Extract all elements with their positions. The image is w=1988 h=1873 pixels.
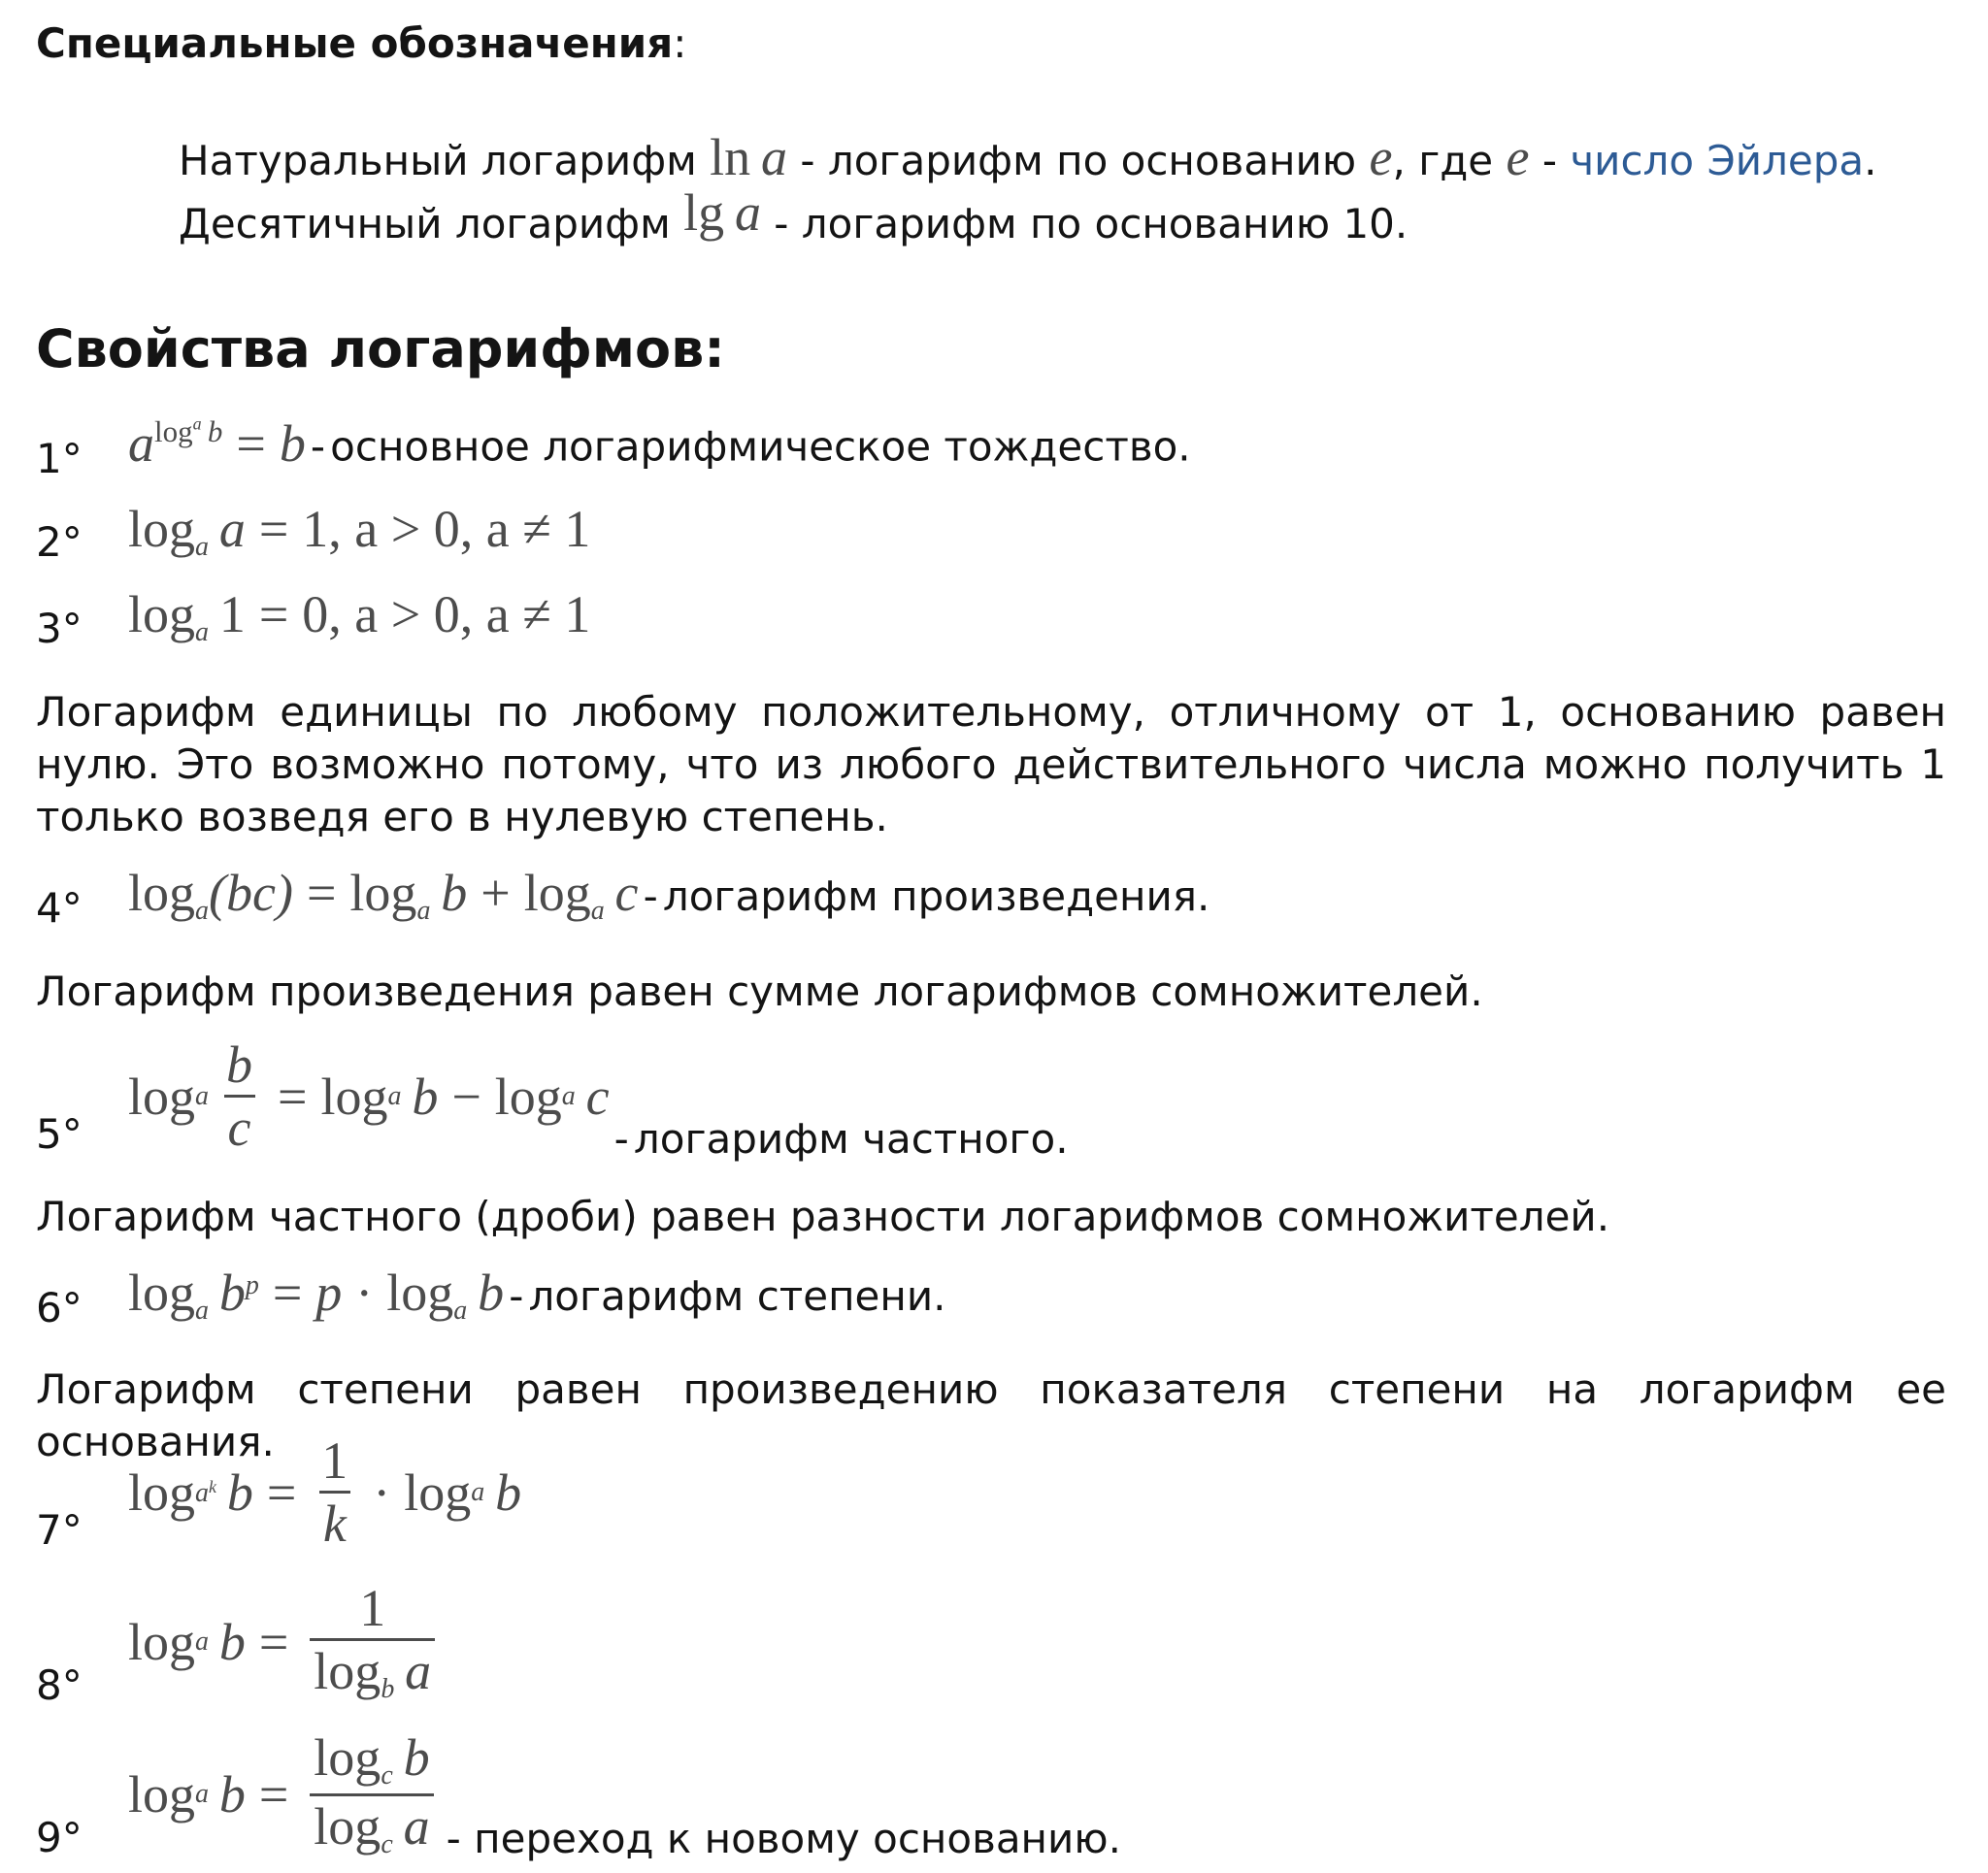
product-log-link[interactable]: логарифм произведения <box>662 872 1198 920</box>
ln-definition: Натуральный логарифм ln a - логарифм по основанию e, где e - число Эйлера. <box>179 128 1877 186</box>
paragraph-power: Логарифм степени равен произведению показателя степени на логарифм ее основания. <box>36 1365 1946 1465</box>
identity-link[interactable]: основное логарифмическое тождество <box>330 422 1178 471</box>
property-4: $\log_a(bc) = \log_a b + \log_a c$ - логарифм произведения. <box>128 864 1210 926</box>
special-title: Специальные обозначения: <box>36 19 687 67</box>
properties-heading: Свойства логарифмов: <box>36 318 725 379</box>
property-number: 8° <box>36 1661 83 1709</box>
property-number: 2° <box>36 518 83 566</box>
property-7: log $a^k$ b = $\frac{1}{k}$ · log a b <box>128 1431 522 1553</box>
power-log-link[interactable]: логарифм степени <box>528 1272 934 1320</box>
property-6: $\log_a b^p = p \cdot \log_a b$ - логарифм степени. <box>128 1264 946 1326</box>
ln-formula: ln a <box>710 128 787 186</box>
property-8: log a b = $\frac{1}{\log_b a}$ <box>128 1582 443 1703</box>
property-number: 7° <box>36 1506 83 1554</box>
property-5: log a $\frac{b}{c}$ = log a b − log a c - логарифм частного. <box>128 1035 1069 1163</box>
property-2: $\log_a a = 1$, a > 0, a ≠ 1 <box>128 500 591 562</box>
property-number: 3° <box>36 605 83 652</box>
property-number: 5° <box>36 1110 83 1158</box>
property-1: $a^{log^a b} = b$ - основное логарифмическое тождество. <box>128 413 1191 473</box>
property-9: log a b = $\frac{\log_c b}{\log_c a}$ - переход к новому основанию. <box>128 1728 1122 1863</box>
paragraph-unit-log: Логарифм единицы по любому положительному, отличному от 1, основанию равен нулю. Это возможно потому, что из любого действительного числа можно получить 1 только возведя его в нулевую степень. <box>36 688 1946 840</box>
paragraph-quotient: Логарифм частного (дроби) равен разности логарифмов сомножителей. <box>36 1193 1610 1240</box>
paragraph-product: Логарифм произведения равен сумме логарифмов сомножителей. <box>36 968 1483 1015</box>
property-number: 9° <box>36 1814 83 1861</box>
euler-number-link[interactable]: число Эйлера <box>1570 137 1865 184</box>
property-3: $\log_a 1 = 0$, a > 0, a ≠ 1 <box>128 585 591 647</box>
lg-formula: lg a <box>683 183 761 242</box>
property-number: 1° <box>36 435 83 482</box>
base-e: e <box>1369 128 1393 186</box>
property-number: 6° <box>36 1284 83 1331</box>
property-number: 4° <box>36 884 83 932</box>
special-title-text: Специальные обозначения <box>36 19 674 67</box>
lg-definition: Десятичный логарифм lg a - логарифм по основанию 10. <box>179 183 1408 247</box>
change-of-base-text: - переход к новому основанию. <box>446 1815 1122 1863</box>
quotient-log-link[interactable]: логарифм частного <box>633 1114 1056 1163</box>
